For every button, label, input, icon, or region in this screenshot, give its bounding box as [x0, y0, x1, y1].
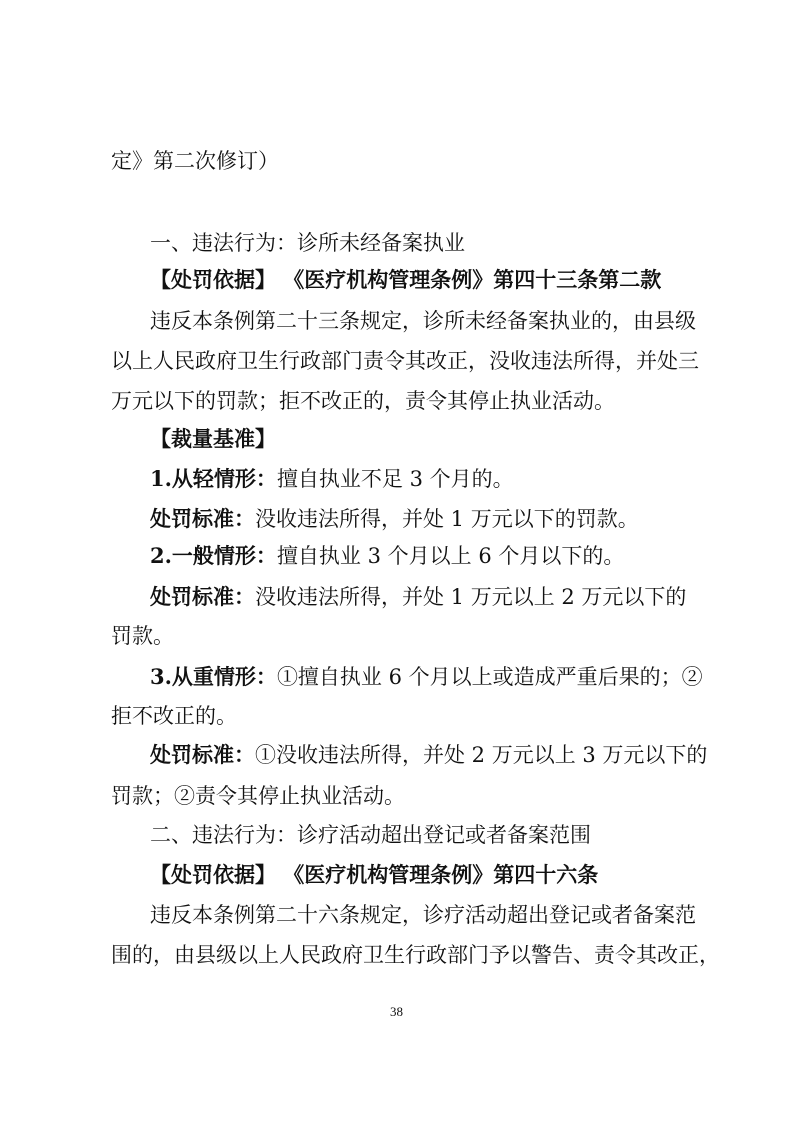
paragraph-line: 以上人民政府卫生行政部门责令其改正，没收违法所得，并处三 [111, 349, 699, 373]
case-light-label: 1.从轻情形： [150, 466, 277, 491]
case-heavy-label: 3.从重情形： [150, 664, 277, 689]
standard-normal-label: 处罚标准： [150, 584, 255, 609]
paragraph-line: 围的，由县级以上人民政府卫生行政部门予以警告、责令其改正， [111, 943, 720, 967]
paragraph-line: 万元以下的罚款；拒不改正的，责令其停止执业活动。 [111, 389, 615, 413]
case-light [150, 464, 691, 494]
penalty-basis-heading-2: 【处罚依据】 《医疗机构管理条例》第四十六条 [150, 862, 599, 887]
paragraph-line: 违反本条例第二十六条规定，诊疗活动超出登记或者备案范 [150, 903, 696, 927]
standard-heavy [150, 740, 708, 770]
continued-text-line: 定》第二次修订） [111, 149, 279, 173]
case-heavy [150, 662, 703, 692]
standard-heavy-label: 处罚标准： [150, 742, 255, 767]
discretion-heading: 【裁量基准】 [150, 426, 276, 451]
standard-normal-cont: 罚款。 [111, 624, 174, 648]
page-number: 38 [390, 1004, 403, 1019]
case-heavy-text: ①擅自执业 6 个月以上或造成严重后果的；② [276, 665, 703, 689]
penalty-basis-heading-1: 【处罚依据】 《医疗机构管理条例》第四十三条第二款 [150, 267, 662, 292]
case-normal-label: 2.一般情形： [150, 543, 277, 568]
standard-heavy-text: ①没收违法所得，并处 2 万元以上 3 万元以下的 [255, 743, 708, 767]
standard-light [150, 504, 691, 534]
standard-light-label: 处罚标准： [150, 506, 255, 531]
case-light-text: 擅自执业不足 3 个月的。 [276, 467, 514, 491]
standard-normal-text: 没收违法所得，并处 1 万元以上 2 万元以下的 [255, 585, 687, 609]
section-heading-1: 一、违法行为：诊所未经备案执业 [150, 231, 465, 255]
case-normal [150, 541, 691, 571]
paragraph-line: 违反本条例第二十三条规定，诊所未经备案执业的，由县级 [150, 309, 696, 333]
standard-heavy-cont: 罚款；②责令其停止执业活动。 [111, 784, 405, 808]
case-heavy-cont: 拒不改正的。 [111, 704, 237, 728]
standard-light-text: 没收违法所得，并处 1 万元以下的罚款。 [255, 507, 639, 531]
case-normal-text: 擅自执业 3 个月以上 6 个月以下的。 [276, 544, 625, 568]
section-heading-2: 二、违法行为：诊疗活动超出登记或者备案范围 [150, 823, 591, 847]
standard-normal [150, 582, 691, 612]
